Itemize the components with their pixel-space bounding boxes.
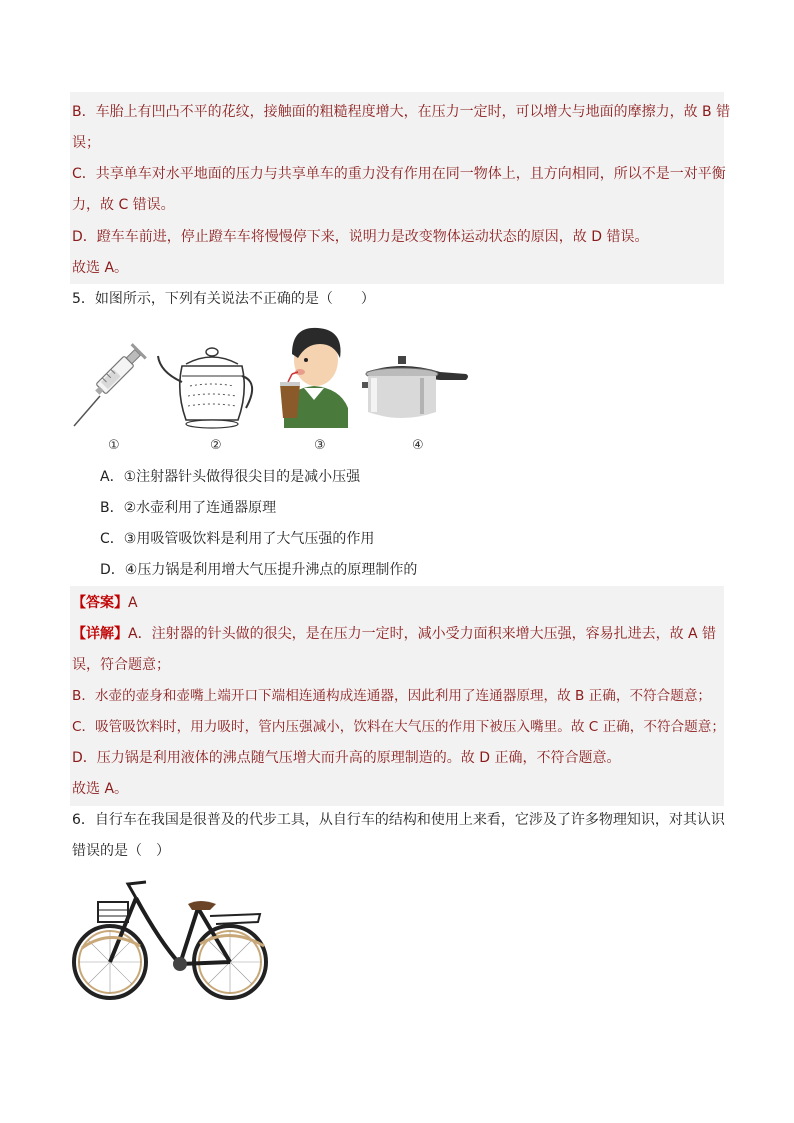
q5-detail-c: C．吸管吸饮料时，用力吸时，管内压强减小，饮料在大气压的作用下被压入嘴里。故 C 正确，不符合题意； xyxy=(72,719,725,735)
answer-tag: 【答案】 xyxy=(72,595,128,611)
figure-label-4: ④ xyxy=(412,438,424,453)
pressure-cooker-image xyxy=(362,354,472,424)
syringe-image xyxy=(70,330,160,430)
prev-answer-choose: 故选 A。 xyxy=(72,260,129,276)
prev-answer-c-line2: 力，故 C 错误。 xyxy=(72,197,175,213)
q5-choose: 故选 A。 xyxy=(72,781,129,797)
detail-tag: 【详解】 xyxy=(72,626,128,642)
q5-detail-d: D．压力锅是利用液体的沸点随气压增大而升高的原理制造的。故 D 正确，不符合题意。 xyxy=(72,750,621,766)
q5-option-d: D．④压力锅是利用增大气压提升沸点的原理制作的 xyxy=(100,562,418,578)
figure-label-3: ③ xyxy=(314,438,326,453)
q5-option-c: C．③用吸管吸饮料是利用了大气压强的作用 xyxy=(100,531,375,547)
q5-answer-line xyxy=(72,593,138,613)
prev-answer-b-line2: 误； xyxy=(72,135,100,151)
prev-answer-d-line: D．蹬车车前进，停止蹬车车将慢慢停下来，说明力是改变物体运动状态的原因，故 D 错误。 xyxy=(72,229,649,245)
q5-figures xyxy=(70,318,490,460)
q5-detail-line2: 误，符合题意； xyxy=(72,657,170,673)
bicycle-image xyxy=(70,872,270,1002)
answer-value: A xyxy=(128,595,138,611)
figure-label-2: ② xyxy=(210,438,222,453)
q6-stem-line2: 错误的是（ ） xyxy=(72,843,170,859)
teapot-image xyxy=(156,342,261,437)
figure-label-1: ① xyxy=(108,438,120,453)
q6-stem-line1: 6．自行车在我国是很普及的代步工具，从自行车的结构和使用上来看，它涉及了许多物理知识，对其认识 xyxy=(72,812,725,828)
q5-stem: 5．如图所示，下列有关说法不正确的是（ ） xyxy=(72,291,375,307)
prev-answer-c-line1: C．共享单车对水平地面的压力与共享单车的重力没有作用在同一物体上，且方向相同，所以不是一对平衡 xyxy=(72,166,726,182)
q5-option-b: B．②水壶利用了连通器原理 xyxy=(100,500,277,516)
q5-detail-line1 xyxy=(72,624,716,644)
prev-answer-b-line1: B．车胎上有凹凸不平的花纹，接触面的粗糙程度增大，在压力一定时，可以增大与地面的摩擦力，故 B 错 xyxy=(72,104,731,120)
detail-a-text: A．注射器的针头做的很尖，是在压力一定时，减小受力面积来增大压强，容易扎进去，故 A 错 xyxy=(128,626,717,642)
q5-detail-b: B．水壶的壶身和壶嘴上端开口下端相连通构成连通器，因此利用了连通器原理，故 B 正确，不符合题意； xyxy=(72,688,712,704)
q5-option-a: A．①注射器针头做得很尖目的是减小压强 xyxy=(100,469,361,485)
boy-drinking-image xyxy=(278,318,350,428)
